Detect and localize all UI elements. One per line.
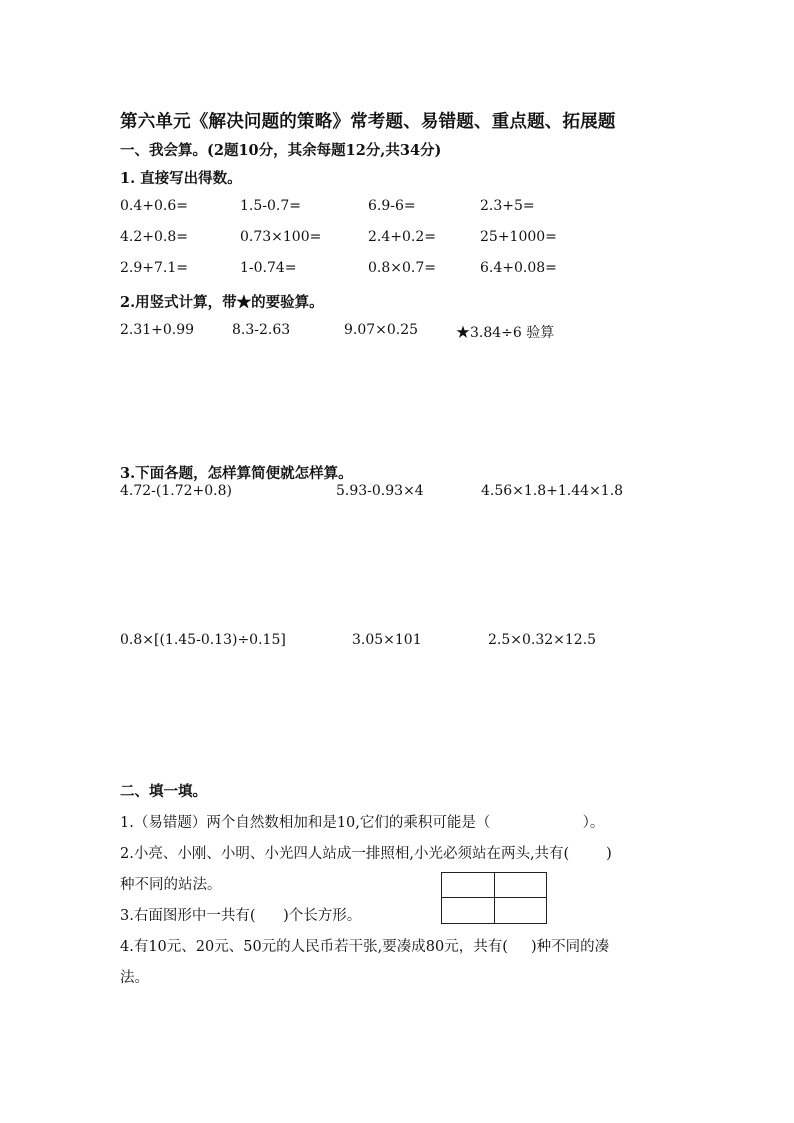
q2-item: 2.31+0.99 xyxy=(120,322,195,338)
fill-question-continued: 法。 xyxy=(120,970,149,986)
q3-label: 3.下面各题，怎样算简便就怎样算。 xyxy=(120,465,353,482)
q1-expr: 2.3+5= xyxy=(480,198,535,214)
q2-item: 8.3-2.63 xyxy=(232,322,291,338)
q3-item: 0.8×[(1.45-0.13)÷0.15] xyxy=(120,632,286,648)
q1-expr: 0.4+0.6= xyxy=(120,198,188,214)
q1-expr: 2.4+0.2= xyxy=(368,229,436,245)
fill-question-continued: 种不同的站法。 xyxy=(120,877,222,893)
q1-expr: 2.9+7.1= xyxy=(120,260,188,276)
q1-expr: 0.8×0.7= xyxy=(368,260,436,276)
q1-expr: 1-0.74= xyxy=(240,260,297,276)
q1-expr: 6.9-6= xyxy=(368,198,416,214)
grid-horizontal-line xyxy=(442,897,546,898)
q1-expr: 0.73×100= xyxy=(240,229,322,245)
rectangle-grid-figure xyxy=(441,872,547,924)
q1-expr: 25+1000= xyxy=(480,229,557,245)
section1-heading: 一、我会算。(2题10分，其余每题12分,共34分) xyxy=(120,142,442,159)
q1-expr: 1.5-0.7= xyxy=(240,198,301,214)
page-title: 第六单元《解决问题的策略》常考题、易错题、重点题、拓展题 xyxy=(120,112,616,132)
fill-question: 2.小亮、小刚、小明、小光四人站成一排照相,小光必须站在两头,共有( ) xyxy=(120,846,612,862)
q3-item: 2.5×0.32×12.5 xyxy=(488,632,597,648)
q2-item: ★3.84÷6 验算 xyxy=(456,325,555,341)
q3-item: 3.05×101 xyxy=(352,632,422,648)
q3-item: 4.56×1.8+1.44×1.8 xyxy=(481,483,624,499)
q2-item: 9.07×0.25 xyxy=(344,322,419,338)
q1-expr: 4.2+0.8= xyxy=(120,229,188,245)
fill-question: 3.右面图形中一共有( )个长方形。 xyxy=(120,908,362,924)
fill-question: 4.有10元、20元、50元的人民币若干张,要凑成80元，共有( )种不同的凑 xyxy=(120,939,610,955)
q2-label: 2.用竖式计算，带★的要验算。 xyxy=(120,294,324,311)
grid-vertical-line xyxy=(494,873,495,923)
q1-label: 1. 直接写出得数。 xyxy=(120,170,242,187)
fill-question: 1.（易错题）两个自然数相加和是10,它们的乘积可能是（ ）。 xyxy=(120,815,605,831)
section2-heading: 二、填一填。 xyxy=(120,783,207,800)
q3-item: 4.72-(1.72+0.8) xyxy=(120,483,232,499)
q3-item: 5.93-0.93×4 xyxy=(336,483,424,499)
q1-expr: 6.4+0.08= xyxy=(480,260,557,276)
